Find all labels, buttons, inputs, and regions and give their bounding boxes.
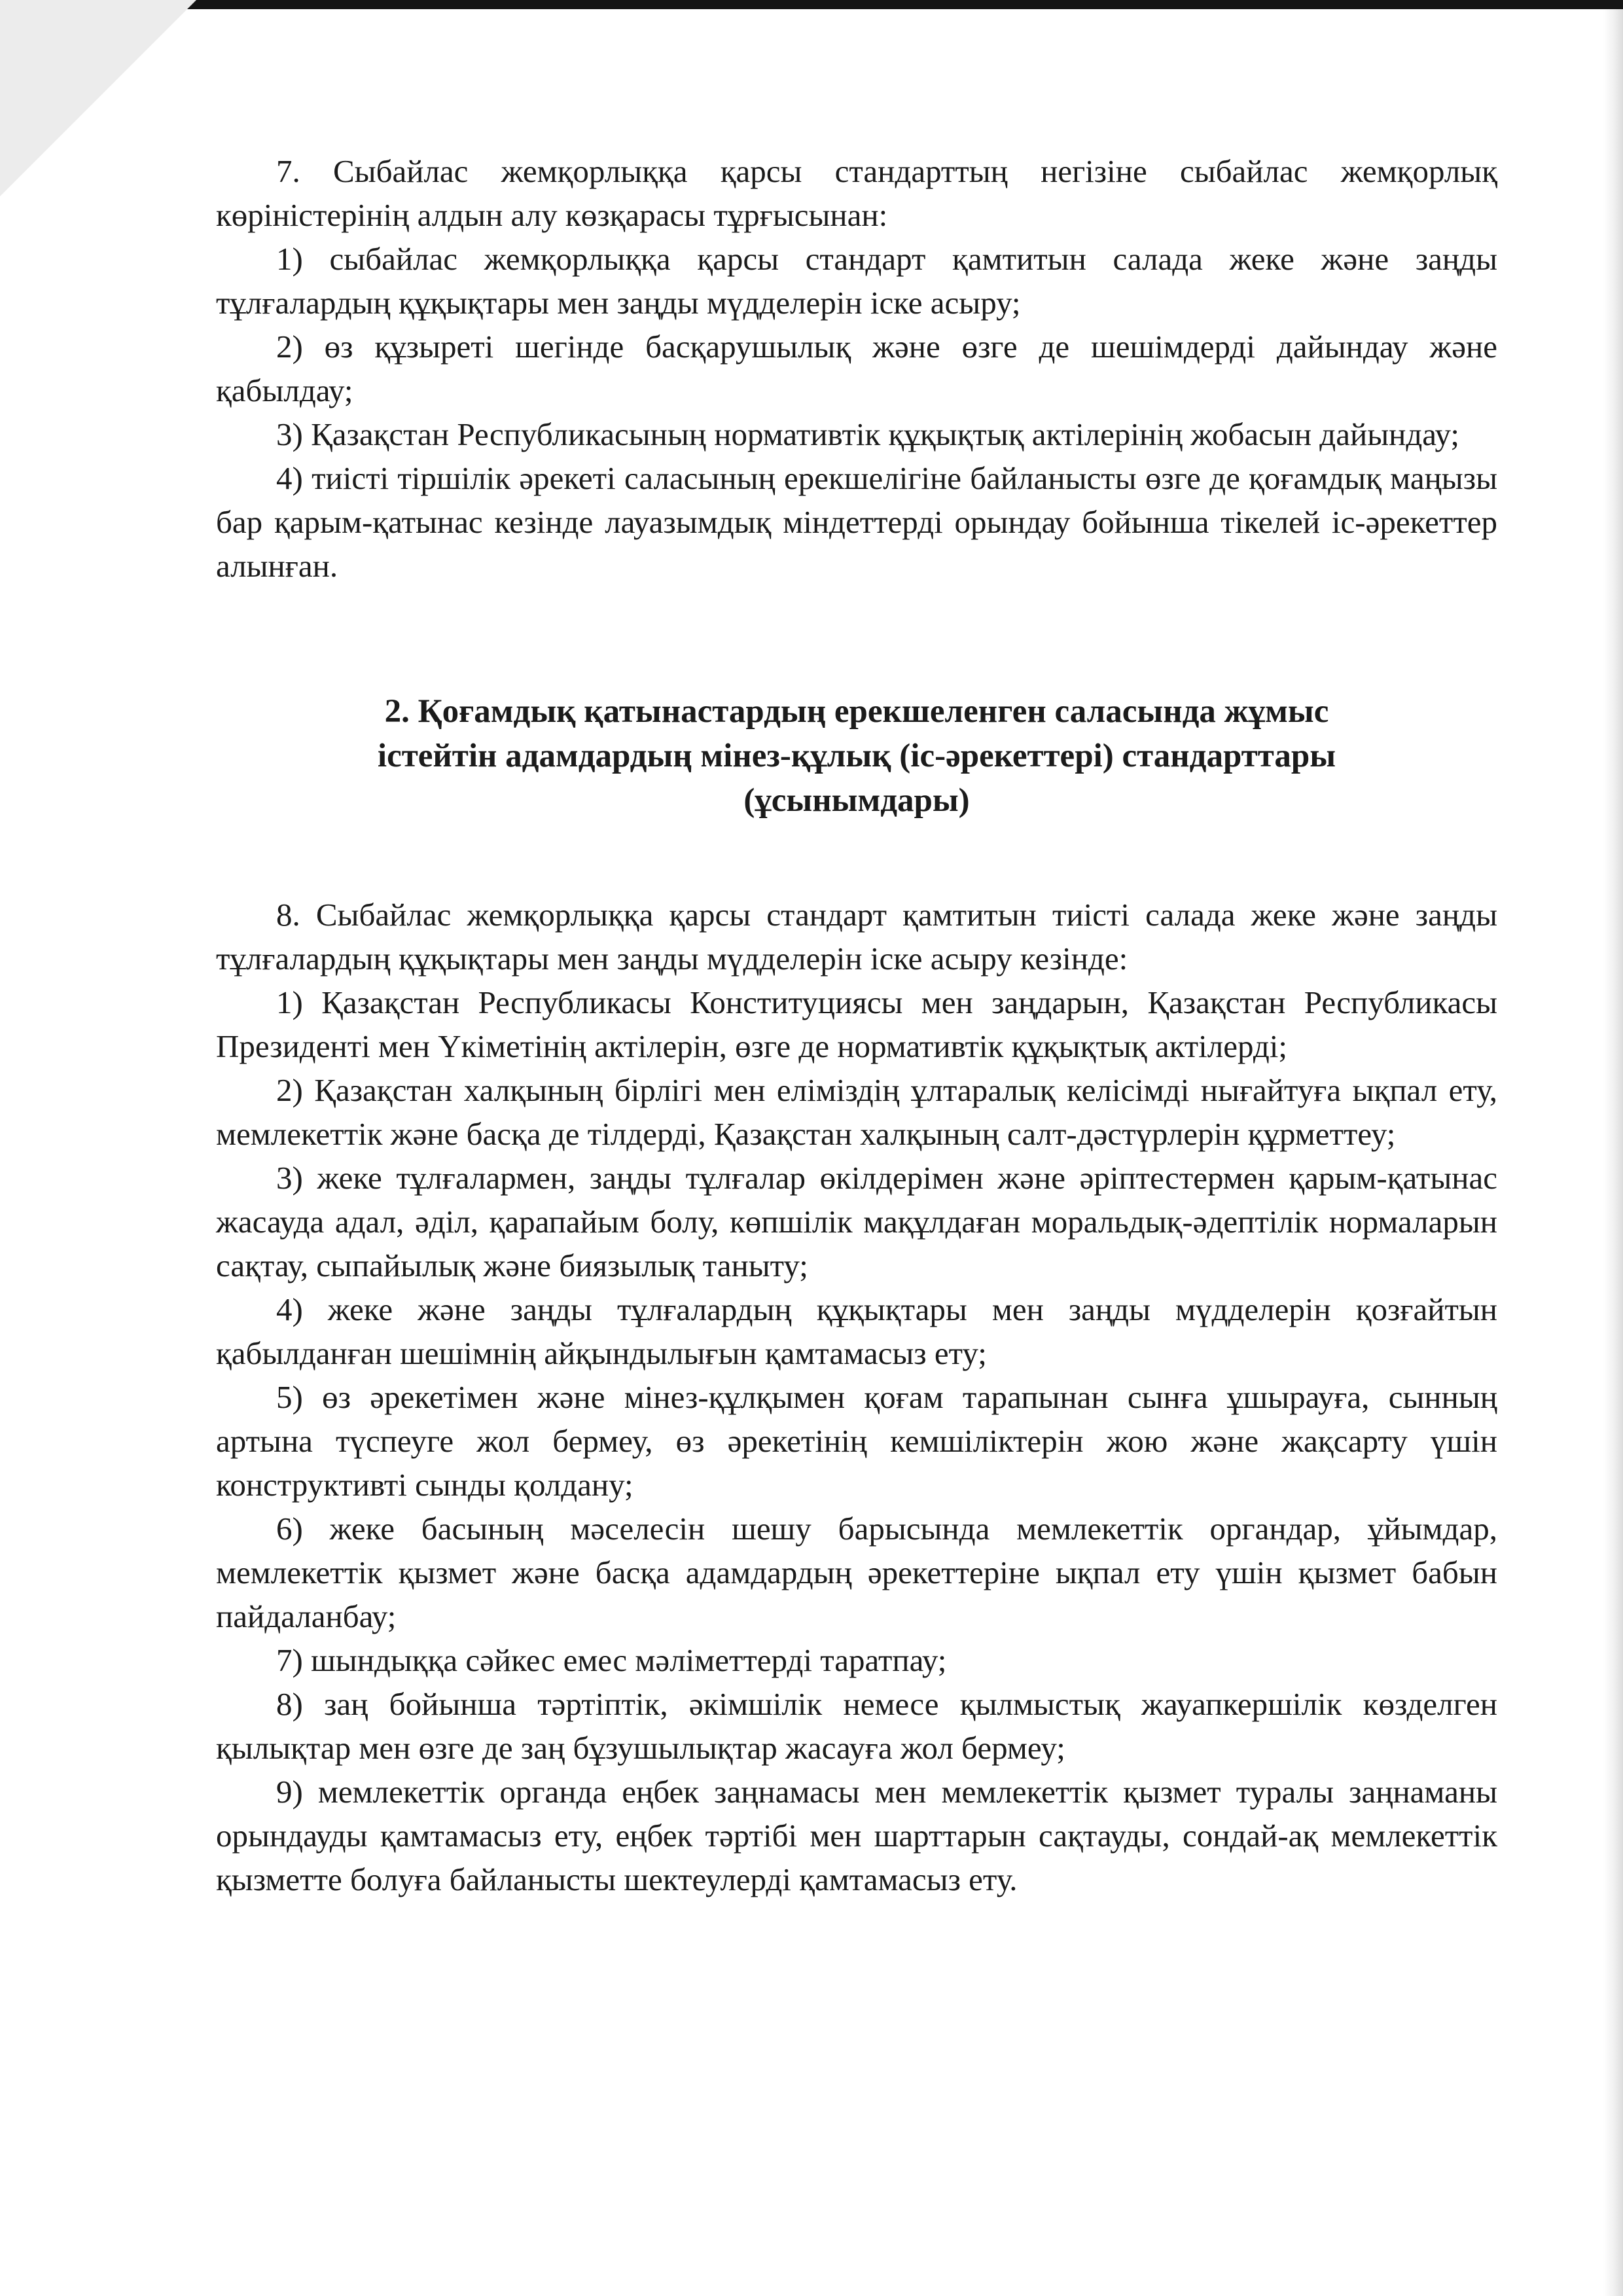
paragraph-8-item-1: 1) Қазақстан Республикасы Конституциясы мен заңдарын, Қазақстан Республикасы Президенті мен Үкіметінің актілерін, өзге де нормативтік құқықтық актілерді; [216, 984, 1497, 1064]
paragraph-8-item-6: 6) жеке басының мәселесін шешу барысында мемлекеттік органдар, ұйымдар, мемлекеттік қызмет және басқа адамдардың әрекеттеріне ықпал ету үшін қызмет бабын пайдаланбау; [216, 1511, 1497, 1634]
scan-right-edge [1603, 9, 1623, 2296]
document-page [216, 149, 1497, 1901]
paragraph-7-intro: 7. Сыбайлас жемқорлыққа қарсы стандарттың негізіне сыбайлас жемқорлық көріністерінің алдын алу көзқарасы тұрғысынан: [216, 153, 1497, 233]
paragraph-8-item-9: 9) мемлекеттік органда еңбек заңнамасы мен мемлекеттік қызмет туралы заңнаманы орындауды қамтамасыз ету, еңбек тәртібі мен шарттарын сақтауды, сондай-ақ мемлекеттік қызметте болуға байланысты шектеулерді қамтамасыз ету. [216, 1774, 1497, 1897]
paragraph-8-item-2: 2) Қазақстан халқының бірлігі мен еліміздің ұлтаралық келісімді нығайтуға ықпал ету, мемлекеттік және басқа де тілдерді, Қазақстан халқының салт-дәстүрлерін құрметтеу; [216, 1072, 1497, 1152]
paragraph-8-item-4: 4) жеке және заңды тұлғалардың құқықтары мен заңды мүдделерін қозғайтын қабылданған шешімнің айқындылығын қамтамасыз ету; [216, 1291, 1497, 1371]
section-2-heading-line-3: (ұсынымдары) [743, 782, 970, 819]
section-2-body [216, 893, 1497, 1901]
paragraph-7-item-2: 2) өз құзыреті шегінде басқарушылық және өзге де шешімдерді дайындау және қабылдау; [216, 329, 1497, 408]
paragraph-8-intro: 8. Сыбайлас жемқорлыққа қарсы стандарт қамтитын тиісті салада жеке және заңды тұлғалардың құқықтары мен заңды мүдделерін іске асыру кезінде: [216, 897, 1497, 977]
paragraph-7-item-3: 3) Қазақстан Республикасының нормативтік құқықтық актілерінің жобасын дайындау; [276, 416, 1459, 452]
section-2-heading-line-2: істейтін адамдардың мінез-құлық (іс-әрекеттері) стандарттары [377, 738, 1336, 774]
section-2-heading [216, 689, 1497, 823]
paragraph-8-item-7: 7) шындыққа сәйкес емес мәліметтерді таратпау; [276, 1642, 947, 1678]
paragraph-8-item-8: 8) заң бойынша тәртіптік, әкімшілік немесе қылмыстық жауапкершілік көзделген қылықтар мен өзге де заң бұзушылықтар жасауға жол бермеу; [216, 1686, 1497, 1766]
paragraph-8-item-5: 5) өз әрекетімен және мінез-құлқымен қоғам тарапынан сынға ұшырауға, сынның артына түспеуге жол бермеу, өз әрекетінің кемшіліктерін жою және жақсарту үшін конструктивті сынды қолдану; [216, 1379, 1497, 1503]
paragraph-7-item-1: 1) сыбайлас жемқорлыққа қарсы стандарт қамтитын салада жеке және заңды тұлғалардың құқықтары мен заңды мүдделерін іске асыру; [216, 241, 1497, 321]
paragraph-7-item-4: 4) тиісті тіршілік әрекеті саласының ерекшелігіне байланысты өзге де қоғамдық маңызы бар қарым-қатынас кезінде лауазымдық міндеттерді орындау бойынша тікелей іс-әрекеттер алынған. [216, 460, 1497, 584]
section-2-heading-line-1: 2. Қоғамдық қатынастардың ерекшеленген саласында жұмыс [384, 693, 1329, 730]
scan-folded-corner [0, 0, 196, 196]
section-1-body [216, 149, 1497, 588]
scan-top-border [0, 0, 1623, 9]
paragraph-8-item-3: 3) жеке тұлғалармен, заңды тұлғалар өкілдерімен және әріптестермен қарым-қатынас жасауда адал, әділ, қарапайым болу, көпшілік мақұлдаған моральдық-әдептілік нормаларын сақтау, сыпайылық және биязылық таныту; [216, 1160, 1497, 1283]
